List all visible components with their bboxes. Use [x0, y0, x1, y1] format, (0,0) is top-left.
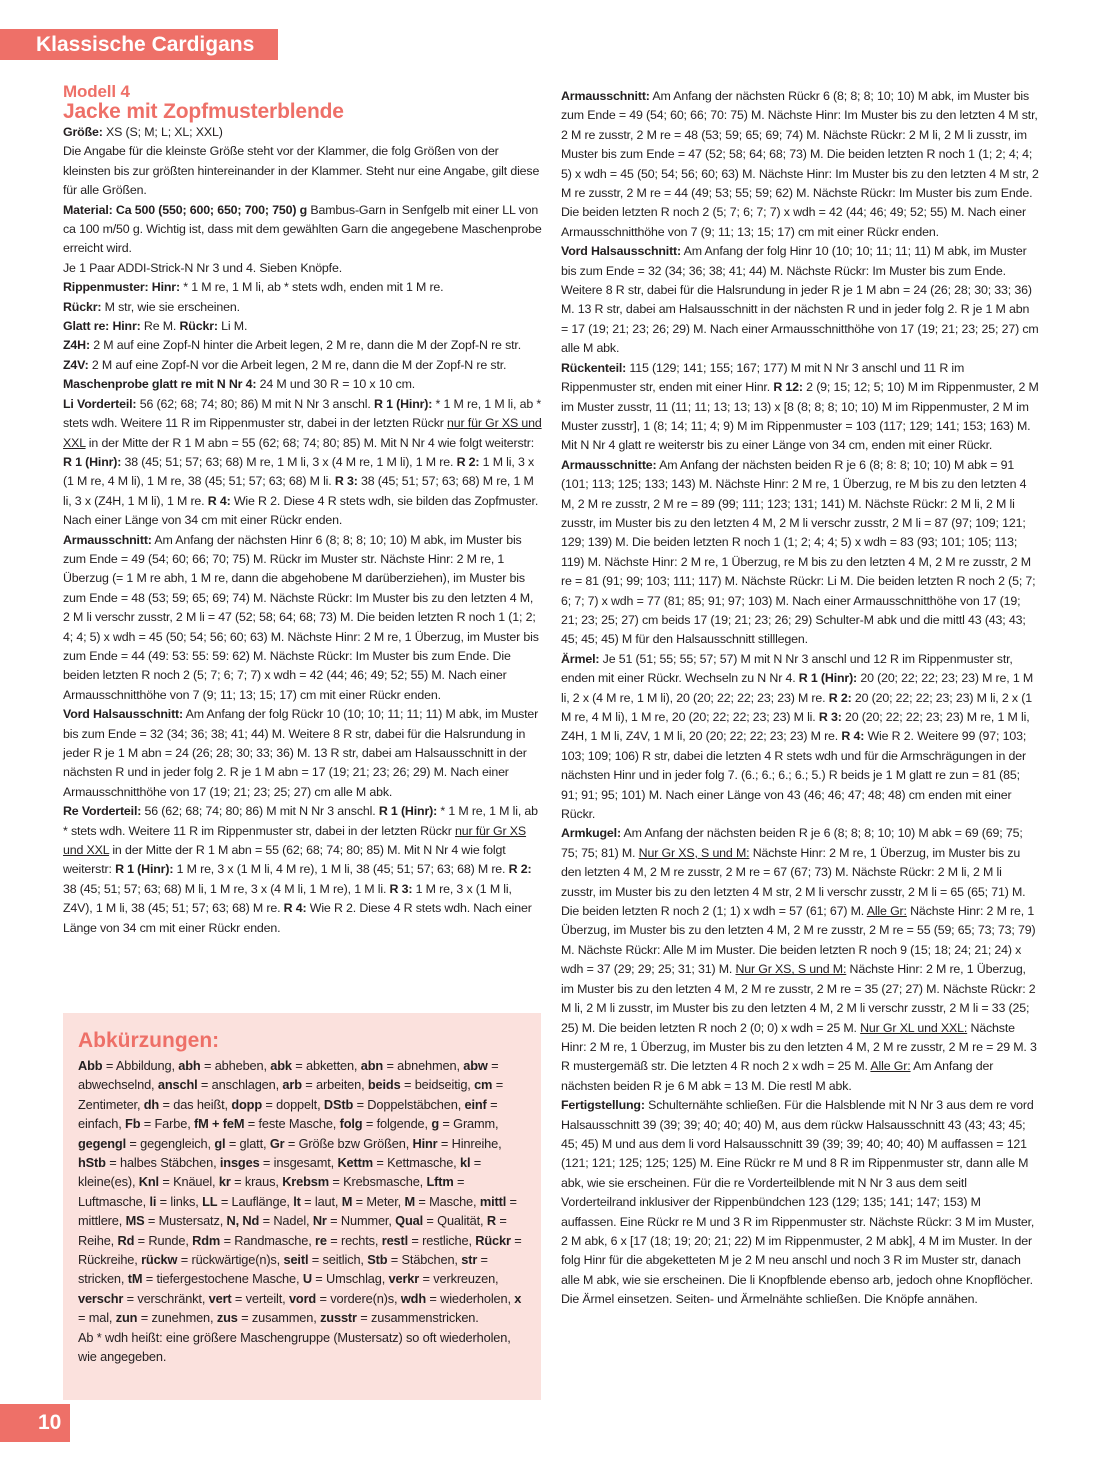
abbreviation-term: g — [431, 1116, 439, 1132]
right-front-paragraph: Re Vorderteil: 56 (62; 68; 74; 80; 86) M mit N Nr 3 anschl. R 1 (Hinr): * 1 M re, 1 M li, ab * stets wdh. Weitere 11 R im Rippenmuster str, dabei in der letzten Rückr nur für Gr XS und XXL in der Mitte der R 1 M abn = 55 (62; 68; 74; 80; 85) M. Mit N Nr 4 wie folgt weiterstr: R 1 (Hinr): 1 M re, 3 x (1 M li, 4 M re), 1 M li, 38 (45; 51; 57; 63; 68) M re. R 2: 38 (45; 51; 57; 63; 68) M li, 1 M re, 3 x (4 M li, 1 M re), 1 M li. R 3: 1 M re, 3 x (1 M li, Z4V), 1 M li, 38 (45; 51; 57; 63; 68) M re. R 4: Wie R 2. Diese 4 R stets wdh. Nach einer Länge von 34 cm mit einer Rückr enden. — [63, 804, 538, 935]
back-armhole-paragraph: Armausschnitt: Am Anfang der nächsten Rückr 6 (8; 8; 8; 10; 10) M abk, im Muster bis zum Ende = 49 (54; 60; 66; 70: 75) M. Nächste Hinr: Im Muster bis zu den letzten 4 M str, 2 M re zusstr, 2 M re = 48 (53; 59; 65; 69; 74) M. Nächste Rückr: 2 M li, 2 M li zusstr, im Muster bis zum Ende = 47 (52; 58; 64; 68; 73) M. Die beiden letzten R noch 1 (1; 2; 4; 4; 5) x wdh = 45 (50; 54; 56; 60; 63) M. Nächste Hinr: Im Muster bis zu den letzten 4 M str, 2 M re zusstr, 2 M re = 44 (49; 53; 55; 59; 62) M. Nächste Rückr: Im Muster bis zum Ende. Die beiden letzten R noch 2 (5; 7; 6; 7; 7) x wdh = 42 (44; 46; 49; 52; 55) M. Nach einer Armausschnitthöhe von 7 (9; 11; 13; 15; 17) cm mit einer Rückr enden. — [561, 89, 1039, 239]
abbreviation-term: dopp — [231, 1096, 263, 1112]
abbreviation-term: gegengl — [78, 1135, 127, 1151]
abbreviation-definition: = Qualität, — [423, 1213, 487, 1229]
abbreviation-term: dh — [143, 1096, 160, 1112]
z4v-paragraph: Z4V: 2 M auf eine Zopf-N vor die Arbeit legen, 2 M re, dann die M der Zopf-N re str. — [63, 357, 507, 372]
abbreviation-term: U — [302, 1271, 312, 1287]
abbreviation-definition: = Runde, — [134, 1232, 193, 1248]
abbreviation-term: Rdm — [192, 1232, 221, 1248]
abbreviation-term: fM + feM — [194, 1116, 245, 1132]
abbreviation-definition: = das heißt, — [159, 1096, 232, 1112]
abbreviation-term: rückw — [141, 1252, 178, 1268]
gauge-paragraph: Maschenprobe glatt re mit N Nr 4: 24 M und 30 R = 10 x 10 cm. — [63, 377, 416, 392]
abbreviation-term: Nr — [312, 1213, 327, 1229]
abbreviation-term: x — [514, 1290, 522, 1306]
abbreviation-definition: = zusammenstricken. — [356, 1310, 479, 1326]
abbreviation-term: Stb — [367, 1252, 388, 1268]
abbreviation-term: beids — [367, 1077, 401, 1093]
abbreviation-definition: = wiederholen, — [425, 1290, 515, 1306]
abbreviation-term: M — [404, 1193, 415, 1209]
abbreviation-definition: = anschlagen, — [197, 1077, 283, 1093]
abbreviation-term: tM — [127, 1271, 143, 1287]
abbreviation-definition: = abketten, — [291, 1058, 361, 1073]
abbreviation-term: verkr — [388, 1271, 420, 1287]
abbreviation-definition: = glatt, — [225, 1135, 270, 1151]
abbreviation-definition: = rückwärtige(n)s, — [177, 1252, 284, 1268]
abbreviation-definition: = Reihe, — [78, 1213, 507, 1248]
abbreviation-definition: = Nadel, — [259, 1213, 313, 1229]
abbreviation-term: Gr — [269, 1135, 285, 1151]
abbreviation-definition: = Nummer, — [326, 1213, 396, 1229]
sleeves-paragraph: Ärmel: Je 51 (51; 55; 55; 57; 57) M mit N Nr 3 anschl und 12 R im Rippenmuster str, enden mit einer Rückr. Wechseln zu N Nr 4. R 1 (Hinr): 20 (20; 22; 22; 23; 23) M re, 1 M li, 2 x (4 M re, 1 M li), 20 (20; 22; 22; 23; 23) M re. R 2: 20 (20; 22; 22; 23; 23) M li, 2 x (1 M re, 4 M li), 1 M re, 20 (20; 22; 22; 23; 23) M li. R 3: 20 (20; 22; 22; 23; 23) M re, 1 M li, Z4H, 1 M li, Z4V, 1 M li, 20 (20; 22; 22; 23; 23) M re. R 4: Wie R 2. Weitere 99 (97; 103; 103; 109; 106) R str, dabei die letzten 4 R stets wdh und für die Armschrägungen in der nächsten Hinr und in jeder folg 7. (6.; 6.; 6.; 6.; 5.) R beids je 1 M glatt re zun = 81 (85; 91; 91; 95; 101) M. Nach einer Länge von 43 (46; 46; 47; 48; 48) cm enden mit einer Rückr. — [561, 651, 1034, 822]
abbreviation-term: abk — [270, 1058, 292, 1073]
abbreviation-term: Knl — [138, 1174, 159, 1190]
abbreviation-definition: = Luftmasche, — [78, 1174, 465, 1209]
abbreviation-definition: = seitlich, — [308, 1252, 368, 1268]
right-column — [561, 87, 1039, 1310]
abbreviation-term: zus — [216, 1310, 238, 1326]
abbreviations-note: Ab * wdh heißt: eine größere Maschengruppe (Mustersatz) so oft wiederholen, wie angegeben. — [78, 1329, 511, 1365]
abbreviation-term: gl — [214, 1135, 226, 1151]
abbreviation-definition: = abheben, — [200, 1058, 271, 1073]
abbreviation-definition: = laut, — [300, 1193, 342, 1209]
abbreviation-definition: = einfach, — [78, 1096, 498, 1132]
abbreviation-term: abh — [178, 1058, 201, 1073]
abbreviation-definition: = folgende, — [362, 1116, 432, 1132]
page-number: 10 — [0, 1404, 70, 1442]
abbreviation-term: anschl — [157, 1077, 198, 1093]
abbreviation-term: hStb — [78, 1155, 106, 1171]
abbreviation-term: kl — [460, 1155, 471, 1171]
abbreviation-items — [78, 1058, 522, 1325]
back-paragraph: Rückenteil: 115 (129; 141; 155; 167; 177) M mit N Nr 3 anschl und 11 R im Rippenmuster str, enden mit einer Hinr. R 12: 2 (9; 15; 12; 5; 10) M im Rippenmuster, 2 M im Muster zusstr, 11 (11; 11; 13; 13; 13) x [8 (8; 8; 8; 10; 10) M im Rippenmuster, 2 M im Muster zusstr], 1 (8; 14; 11; 4; 9) M im Rippenmuster = 103 (117; 129; 141; 153; 163) M. Mit N Nr 4 glatt re weiterstr bis zu einer Länge von 34 cm, enden mit einer Rückr. — [561, 360, 1039, 453]
abbreviation-term: seitl — [283, 1252, 309, 1268]
abbreviation-term: kr — [218, 1174, 231, 1190]
abbreviation-definition: = Krebsmasche, — [328, 1174, 427, 1190]
abbreviation-term: folg — [339, 1116, 363, 1132]
abbreviation-term: DStb — [323, 1096, 354, 1112]
abbreviation-definition: = restliche, — [408, 1232, 476, 1248]
abbreviation-definition: = verkreuzen, — [419, 1271, 499, 1287]
abbreviation-term: Lftm — [426, 1174, 454, 1190]
abbreviation-term: lt — [293, 1193, 301, 1209]
abbreviation-term: Rd — [117, 1232, 135, 1248]
size-paragraph: Größe: XS (S; M; L; XL; XXL) — [63, 125, 223, 139]
abbreviation-definition: = Masche, — [414, 1193, 480, 1209]
size-info: Die Angabe für die kleinste Größe steht vor der Klammer, die folg Größen von der kleinsten bis zur größten hintereinander in der Klammer. Steht nur eine Angabe, gilt diese für alle Größen. — [63, 144, 540, 198]
abbreviation-definition: = stricken, — [78, 1252, 488, 1287]
abbreviation-term: R — [486, 1213, 496, 1229]
abbreviation-term: zun — [115, 1310, 138, 1326]
abbreviation-term: vord — [288, 1290, 317, 1306]
abbreviation-term: abw — [463, 1058, 488, 1073]
abbreviation-definition: = Gramm, — [439, 1116, 499, 1132]
abbreviations-list — [78, 1056, 524, 1367]
abbreviation-definition: = links, — [156, 1193, 203, 1209]
abbreviation-term: Krebsm — [282, 1174, 329, 1190]
abbreviation-term: Qual — [395, 1213, 423, 1229]
abbreviation-definition: = Randmasche, — [220, 1232, 316, 1248]
abbreviation-term: Rückr — [475, 1232, 511, 1248]
abbreviation-definition: = rechts, — [326, 1232, 382, 1248]
abbreviation-term: einf — [464, 1096, 487, 1112]
armholes-paragraph: Armausschnitte: Am Anfang der nächsten beiden R je 6 (8; 8: 8; 10; 10) M abk = 91 (101; 113; 125; 133; 143) M. Nächste Hinr: 2 M re, 1 Überzug, re M bis zu den letzten 4 M, 2 M re zusstr, 2 M re = 89 (99; 111; 123; 131; 141) M. Nächste Rückr: 2 M li, 2 M li zusstr, im Muster bis zu den letzten 4 M, 2 M li verschr zusstr, 2 M li = 87 (97; 109; 121; 129; 139) M. Die beiden letzten R noch 1 (1; 2; 4; 4; 5) x wdh = 83 (93; 101; 105; 113; 119) M. Nächste Hinr: 2 M re, 1 Überzug, re M bis zu den letzten 4 M, 2 M re zusstr, 2 M re = 81 (91; 99; 103; 111; 117) M. Nächste Rückr: Li M. Die beiden letzten R noch 2 (5; 7; 6; 7; 7) x wdh = 77 (81; 85; 91; 97; 103) M. Nach einer Armausschnitthöhe von 17 (19; 21; 23; 25; 27) cm beids 17 (19; 21; 23; 26; 29) Schulter-M abk und die mittl 43 (43; 43; 45; 45; 45) M für den Halsausschnitt stilllegen. — [561, 457, 1036, 647]
stockinette-paragraph: Glatt re: Hinr: Re M. Rückr: Li M. — [63, 319, 248, 334]
abbreviation-definition: = Meter, — [352, 1193, 405, 1209]
abbreviation-definition: = Stäbchen, — [387, 1252, 462, 1268]
abbreviation-term: arb — [282, 1077, 302, 1093]
left-column — [63, 82, 543, 938]
abbreviation-definition: = zusammen, — [237, 1310, 321, 1326]
abbreviation-definition: = abwechselnd, — [78, 1058, 499, 1093]
abbreviation-definition: = Zentimeter, — [78, 1077, 504, 1112]
abbreviation-definition: = halbes Stäbchen, — [105, 1155, 220, 1171]
abbreviation-term: M — [341, 1193, 353, 1209]
abbreviation-definition: = Doppelstäbchen, — [353, 1096, 465, 1112]
abbreviation-definition: = verteilt, — [231, 1290, 289, 1306]
z4h-paragraph: Z4H: 2 M auf eine Zopf-N hinter die Arbeit legen, 2 M re, dann die M der Zopf-N re str. — [63, 338, 522, 353]
abbreviation-term: Fb — [125, 1116, 141, 1132]
return-row-paragraph: Rückr: M str, wie sie erscheinen. — [63, 299, 240, 314]
abbreviation-definition: = mittlere, — [78, 1193, 517, 1229]
abbreviations-title: Abkürzungen: — [78, 1029, 220, 1052]
abbreviation-definition: = Kettmasche, — [372, 1155, 460, 1171]
rib-pattern-paragraph: Rippenmuster: Hinr: * 1 M re, 1 M li, ab * stets wdh, enden mit 1 M re. — [63, 280, 444, 295]
abbreviation-term: Abb — [78, 1058, 103, 1073]
left-neckline-paragraph: Vord Halsausschnitt: Am Anfang der folg Rückr 10 (10; 10; 11; 11; 11) M abk, im Muster bis zum Ende = 32 (34; 36; 38; 41; 44) M. Weitere 8 R str, dabei für die Halsrundung in jeder R je 1 M abn = 24 (26; 28; 30; 33; 36) M. 13 R str, dabei am Halsausschnitt in der nächsten R und in jeder folg 2. R je 1 M abn = 17 (19; 21; 23; 26; 29) M. Nach einer Armausschnitthöhe von 17 (19; 21; 23; 25; 27) cm alle M abk. — [63, 707, 539, 799]
abbreviation-term: wdh — [400, 1290, 426, 1306]
abbreviation-definition: = verschränkt, — [123, 1290, 209, 1306]
abbreviation-definition: = kraus, — [230, 1174, 283, 1190]
material-paragraph: Material: Ca 500 (550; 600; 650; 700; 750) g Bambus-Garn in Senfgelb mit einer LL von ca 100 m/50 g. Wichtig ist, dass mit dem gewählten Garn die angegebene Maschenprobe erreicht wird. — [63, 202, 542, 256]
abbreviation-definition: = gegengleich, — [126, 1135, 215, 1151]
section-header-tab: Klassische Cardigans — [0, 29, 278, 60]
abbreviation-definition: = arbeiten, — [301, 1077, 368, 1093]
abbreviation-term: insges — [219, 1155, 260, 1171]
abbreviation-definition: = Knäuel, — [158, 1174, 219, 1190]
abbreviation-definition: = Farbe, — [140, 1116, 194, 1132]
abbreviation-definition: = Rückreihe, — [78, 1232, 522, 1268]
abbreviation-definition: = Mustersatz, — [144, 1213, 227, 1229]
abbreviation-term: cm — [474, 1077, 493, 1093]
abbreviation-term: str — [461, 1252, 478, 1268]
right-neckline-paragraph: Vord Halsausschnitt: Am Anfang der folg Hinr 10 (10; 10; 11; 11; 11) M abk, im Muster bis zum Ende = 32 (34; 36; 38; 41; 44) M. Nächste Rückr: Im Muster bis zum Ende. Weitere 8 R str, dabei für die Halsrundung in jeder R je 1 M abn = 24 (26; 28; 30; 33; 36) M. 13 R str, dabei am Halsausschnitt in der nächsten R und in jeder folg 2. R je 1 M abn = 17 (19; 21; 23; 26; 29) M. Nach einer Armausschnitthöhe von 17 (19; 21; 23; 25; 27) cm alle M abk. — [561, 244, 1039, 356]
abbreviation-term: LL — [202, 1193, 218, 1209]
abbreviation-term: Kettm — [337, 1155, 373, 1171]
abbreviation-term: MS — [125, 1213, 145, 1229]
abbreviation-definition: = Umschlag, — [311, 1271, 389, 1287]
abbreviation-definition: = beidseitig, — [400, 1077, 475, 1093]
abbreviation-term: mittl — [479, 1193, 507, 1209]
abbreviation-term: Hinr — [412, 1135, 438, 1151]
abbreviation-term: re — [315, 1232, 327, 1248]
abbreviation-definition: = abnehmen, — [383, 1058, 464, 1073]
abbreviation-definition: = Größe bzw Größen, — [284, 1135, 413, 1151]
abbreviation-definition: = vordere(n)s, — [316, 1290, 401, 1306]
abbreviation-definition: = mal, — [78, 1310, 116, 1326]
abbreviation-definition: = kleine(es), — [78, 1155, 482, 1190]
abbreviation-term: abn — [360, 1058, 384, 1073]
abbreviation-term: zusstr — [320, 1310, 357, 1326]
needles-paragraph: Je 1 Paar ADDI-Strick-N Nr 3 und 4. Sieben Knöpfe. — [63, 260, 342, 275]
abbreviation-definition: = zunehmen, — [137, 1310, 217, 1326]
abbreviation-definition: = tiefergestochene Masche, — [142, 1271, 303, 1287]
abbreviation-definition: = Lauflänge, — [217, 1193, 294, 1209]
abbreviation-definition: = feste Masche, — [244, 1116, 340, 1132]
abbreviation-definition: = insgesamt, — [259, 1155, 338, 1171]
abbreviation-definition: = Hinreihe, — [437, 1135, 502, 1151]
abbreviation-term: li — [149, 1193, 157, 1209]
abbreviation-term: restl — [381, 1232, 409, 1248]
finishing-paragraph: Fertigstellung: Schulternähte schließen. Für die Halsblende mit N Nr 3 aus dem re vord Halsausschnitt 39 (39; 39; 40; 40; 40) M, aus dem rückw Halsausschnitt 43 (43; 43; 45; 45; 45) M und aus dem li vord Halsausschnitt 39 (39; 39; 40; 40; 40) M auffassen = 121 (121; 121; 125; 125; 125) M. Eine Rückr re M und 8 R im Rippenmuster str, dann alle M abk, wie sie erscheinen. Für die re Vorderteilblende mit N Nr 3 aus dem seitl Vorderteilrand inklusiver der Rippenbündchen 123 (129; 135; 141; 147; 153) M auffassen. Eine Rückr re M und 3 R im Rippenmuster str. Nächste Rückr: 3 M im Muster, 2 M abk, 6 x [17 (18; 19; 20; 21; 22) M im Rippenmuster, 2 M abk], 4 M im Muster. In der folg Hinr für die abgeketteten M je 2 M neu anschl und noch 3 R im Muster str, danach alle M abk, wie sie erscheinen. Die li Knopfblende ebenso arb, jedoch ohne Knopflöcher. Die Ärmel einsetzen. Seiten- und Ärmelnähte schließen. Die Knöpfe annähen. — [561, 1098, 1035, 1307]
abbreviation-definition: = Abbildung, — [102, 1058, 179, 1073]
abbreviation-definition: = doppelt, — [262, 1096, 324, 1112]
abbreviation-term: vert — [208, 1290, 232, 1306]
model-title: Jacke mit Zopfmusterblende — [63, 100, 344, 123]
model-number: Modell 4 — [63, 82, 130, 101]
left-armhole-paragraph: Armausschnitt: Am Anfang der nächsten Hinr 6 (8; 8; 8; 10; 10) M abk, im Muster bis zum Ende = 49 (54; 60; 66; 70; 75) M. Rückr im Muster str. Nächste Hinr: 2 M re, 1 Überzug (= 1 M re abh, 1 M re, dann die abgehobene M darüberziehen), im Muster bis zum Ende = 48 (53; 59; 65; 69; 74) M. Nächste Rückr: Im Muster bis zu den letzten 4 M, 2 M li verschr zusstr, 2 M li = 47 (52; 58; 64; 68; 73) M. Die beiden letzten R noch 1 (1; 2; 4; 4; 5) x wdh = 45 (50; 54; 56; 60; 63) M. Nächste Hinr: 2 M re, 1 Überzug, im Muster bis zum Ende = 44 (49: 53: 55: 59: 62) M. Nächste Rückr: Im Muster bis zum Ende. Die beiden letzten R noch 2 (5; 7; 6; 7; 7) x wdh = 42 (44; 46; 49; 52; 55) M. Nach einer Armausschnitthöhe von 7 (9; 11; 13; 15; 17) cm mit einer Rückr enden. — [63, 532, 539, 702]
left-front-paragraph: Li Vorderteil: 56 (62; 68; 74; 80; 86) M mit N Nr 3 anschl. R 1 (Hinr): * 1 M re, 1 M li, ab * stets wdh. Weitere 11 R im Rippenmuster str, dabei in der letzten Rückr nur für Gr XS und XXL in der Mitte der R 1 M abn = 55 (62; 68; 74; 80; 85) M. Mit N Nr 4 wie folgt weiterstr: R 1 (Hinr): 38 (45; 51; 57; 63; 68) M re, 1 M li, 3 x (4 M re, 1 M li), 1 M re. R 2: 1 M li, 3 x (1 M re, 4 M li), 1 M re, 38 (45; 51; 57; 63; 68) M li. R 3: 38 (45; 51; 57; 63; 68) M re, 1 M li, 3 x (Z4H, 1 M li), 1 M re. R 4: Wie R 2. Diese 4 R stets wdh, sie bilden das Zopfmuster. Nach einer Länge von 34 cm mit einer Rückr enden. — [63, 396, 542, 528]
sleeve-cap-paragraph: Armkugel: Am Anfang der nächsten beiden R je 6 (8; 8; 8; 10; 10) M abk = 69 (69; 75; 75; 75; 81) M. Nur Gr XS, S und M: Nächste Hinr: 2 M re, 1 Überzug, im Muster bis zu den letzten 4 M, 2 M re zusstr, 2 M re = 67 (67; 73) M. Nächste Rückr: 2 M li, 2 M li zusstr, im Muster bis zu den letzten 4 M str, 2 M li verschr zusstr, 2 M li = 65 (65; 71) M. Die beiden letzten R noch 2 (1; 1) x wdh = 57 (61; 67) M. Alle Gr: Nächste Hinr: 2 M re, 1 Überzug, im Muster bis zu den letzten 4 M, 2 M re zusstr, 2 M re = 55 (59; 65; 73; 73; 79) M. Nächste Rückr: Alle M im Muster. Die beiden letzten R noch 9 (15; 18; 24; 21; 24) x wdh = 37 (29; 29; 25; 31; 31) M. Nur Gr XS, S und M: Nächste Hinr: 2 M re, 1 Überzug, im Muster bis zu den letzten 4 M, 2 M re zusstr, 2 M re = 35 (27; 27) M. Nächste Rückr: 2 M li, 2 M li zusstr, im Muster bis zu den letzten 4 M, 2 M li verschr zusstr, 2 M li = 33 (25; 25) M. Die beiden letzten R noch 2 (0; 0) x wdh = 25 M. Nur Gr XL und XXL: Nächste Hinr: 2 M re, 1 Überzug, im Muster bis zu den letzten 4 M, 2 M re zusstr, 2 M re = 29 M. 3 R mustergemäß str. Die letzten 4 R noch 2 x wdh = 25 M. Alle Gr: Am Anfang der nächsten beiden R je 6 M abk = 13 M. Die restl M abk. — [561, 826, 1037, 1093]
abbreviation-term: N, Nd — [226, 1213, 260, 1229]
abbreviation-term: verschr — [78, 1290, 124, 1306]
